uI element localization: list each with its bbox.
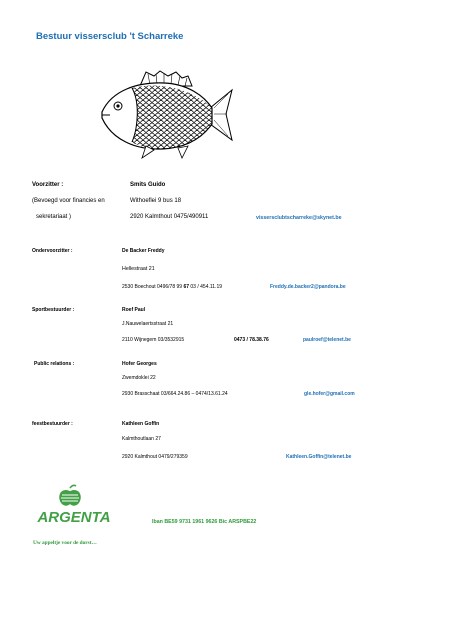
phones-post: 03 / 454.11.19 (189, 284, 223, 290)
note-sekretariaat: sekretariaat ) (36, 214, 72, 220)
name-sportbestuurder: Roef Paul (122, 307, 146, 313)
role-ondervoorzitter: Ondervoorzitter : (32, 248, 73, 254)
email-voorzitter[interactable]: vissersclubtscharreke@skynet.be (256, 215, 342, 221)
role-sportbestuurder: Sportbestuurder : (32, 307, 75, 313)
logo-text: ARGENTA (37, 509, 111, 526)
apple-icon (59, 485, 81, 505)
page-title: Bestuur vissersclub 't Scharreke (36, 31, 184, 42)
name-voorzitter: Smits Guido (130, 182, 166, 188)
name-public-relations: Hofer Georges (122, 361, 157, 367)
email-ondervoorzitter[interactable]: Freddy.de.backer2@pandora.be (270, 284, 346, 290)
phone2-sportbestuurder: 0473 / 78.38.76 (234, 337, 269, 343)
address-ondervoorzitter: Hellestraat 21 (122, 266, 155, 272)
note-financies: (Bevoegd voor financies en (32, 198, 105, 204)
name-ondervoorzitter: De Backer Freddy (122, 248, 165, 254)
name-feestbestuurder: Kathleen Goffin (122, 421, 160, 427)
bank-details: Iban BE59 9731 1961 9626 Bic ARSPBE22 (152, 519, 257, 525)
address-feestbestuurder: Kalmthoutlaan 27 (122, 436, 161, 442)
phones-ondervoorzitter (122, 284, 222, 290)
fish-illustration (98, 68, 235, 160)
address-sportbestuurder: J.Nauwelaertsstraat 21 (122, 321, 174, 327)
address-voorzitter: Withoeflei 9 bus 18 (130, 198, 182, 204)
slogan: Uw appeltje voor de dorst… (33, 540, 97, 546)
role-public-relations: Public relations : (34, 361, 75, 367)
city-phone-voorzitter: 2920 Kalmthout 0475/490911 (130, 214, 209, 220)
argenta-logo (34, 484, 114, 526)
role-feestbestuurder: feestbestuurder : (32, 421, 73, 427)
city-phone-public-relations: 2930 Brasschaat 03/664.24.86 – 0474/13.61.24 (122, 391, 228, 397)
phones-bold: 67 (183, 284, 190, 290)
phones-pre: 2530 Boechout 0496/78 99 (122, 284, 184, 290)
role-voorzitter: Voorzitter : (32, 182, 64, 188)
city-phone-sportbestuurder: 2110 Wijnegem 03/3532915 (122, 337, 185, 343)
city-phone-feestbestuurder: 2920 Kalmthout 0479/279359 (122, 454, 188, 460)
email-sportbestuurder[interactable]: paulroef@telenet.be (303, 337, 351, 343)
address-public-relations: Zwemdoklei 22 (122, 375, 156, 381)
email-feestbestuurder[interactable]: Kathleen.Goffin@telenet.be (286, 454, 352, 460)
email-public-relations[interactable]: gle.hofer@gmail.com (304, 391, 355, 397)
